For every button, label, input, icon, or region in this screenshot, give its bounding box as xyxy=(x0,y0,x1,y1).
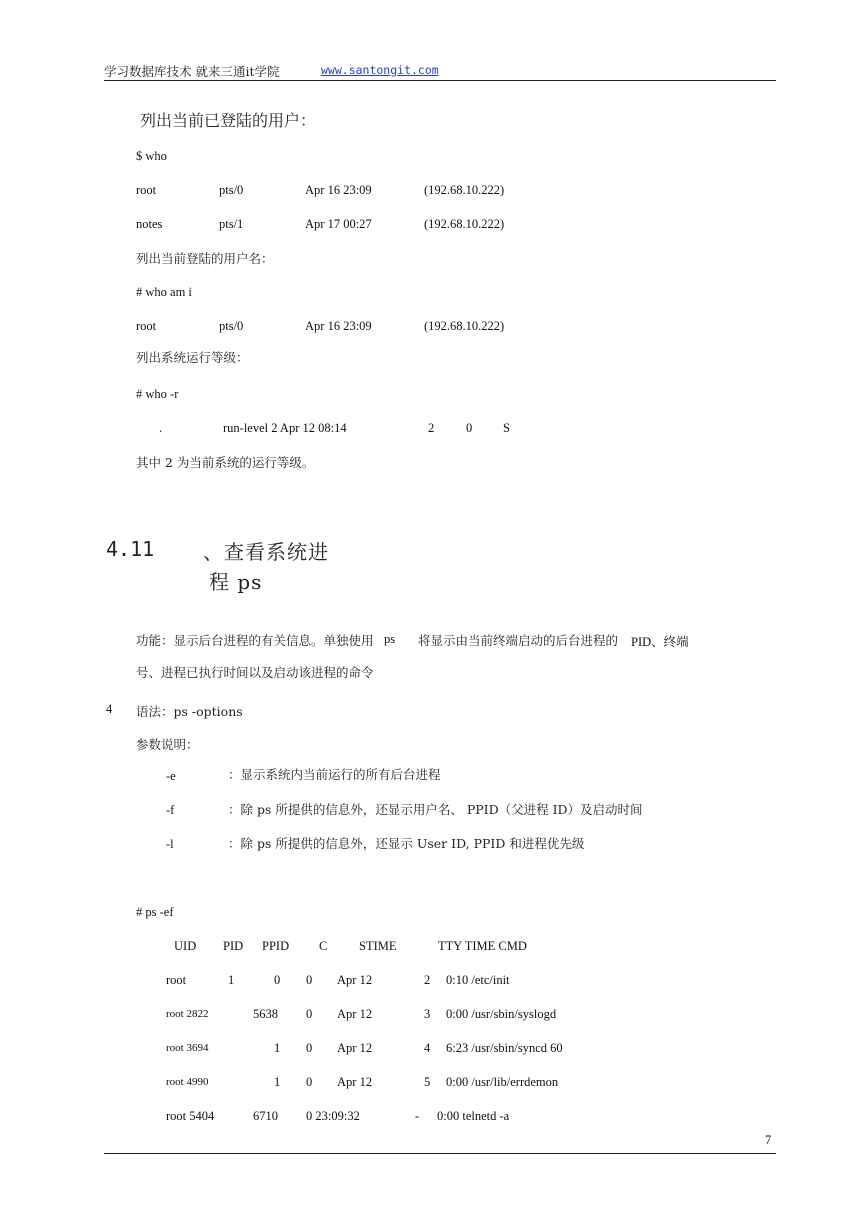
cell-cmd: 0:10 /etc/init xyxy=(446,973,510,987)
col-c: C xyxy=(319,939,328,953)
function-text-line2: 号、进程已执行时间以及启动该进程的命令 xyxy=(136,665,374,680)
who-heading: 列出当前已登陆的用户： xyxy=(140,111,317,130)
cell-uid: root 4990 xyxy=(166,1076,209,1088)
header-url-link[interactable]: www.santongit.com xyxy=(321,63,439,77)
who-tty: pts/1 xyxy=(219,217,244,231)
cell-c: 0 xyxy=(306,1075,313,1089)
syntax-text: 语法：ps -options xyxy=(136,704,243,719)
cell-ppid: 0 xyxy=(274,973,281,987)
cell-pid: 1 xyxy=(228,973,235,987)
col-uid: UID xyxy=(174,939,197,953)
option-desc: ：除 ps 所提供的信息外，还显示用户名、 PPID（父进程 ID）及启动时间 xyxy=(228,802,643,817)
function-ps: ps xyxy=(384,632,396,646)
header-title: 学习数据库技术 就来三通it学院 xyxy=(104,64,280,79)
syntax-number: 4 xyxy=(106,702,113,716)
runlevel-col2: 0 xyxy=(466,421,473,435)
cell-cmd: 0:00 /usr/lib/errdemon xyxy=(446,1075,559,1089)
runlevel-col3: S xyxy=(503,421,510,435)
cell-ppid: 1 xyxy=(274,1075,281,1089)
cell-uid: root 3694 xyxy=(166,1042,209,1054)
runlevel-command: # who -r xyxy=(136,387,179,401)
cell-stime: Apr 12 xyxy=(337,1075,373,1089)
col-pid: PID xyxy=(223,939,244,953)
option-flag: -l xyxy=(166,837,174,851)
cell-tty: 5 xyxy=(424,1075,431,1089)
ps-example-command: # ps -ef xyxy=(136,905,174,919)
cell-uid: root 2822 xyxy=(166,1008,209,1020)
params-heading: 参数说明： xyxy=(136,737,199,752)
whoami-command: # who am i xyxy=(136,285,192,299)
runlevel-dot: . xyxy=(159,421,163,435)
cell-stime: Apr 12 xyxy=(337,1007,373,1021)
section-title-line2: 程 ps xyxy=(209,570,263,594)
function-text-2: 将显示由当前终端启动的后台进程的 xyxy=(418,633,619,648)
option-flag: -e xyxy=(166,769,176,783)
option-desc: ：除 ps 所提供的信息外，还显示 User ID, PPID 和进程优先级 xyxy=(228,836,585,851)
section-number: 4.11 xyxy=(106,537,155,561)
whoami-tty: pts/0 xyxy=(219,319,244,333)
who-tty: pts/0 xyxy=(219,183,244,197)
who-time: Apr 16 23:09 xyxy=(305,183,372,197)
cell-stime: Apr 12 xyxy=(337,1041,373,1055)
runlevel-col1: 2 xyxy=(428,421,435,435)
runlevel-note: 其中 2 为当前系统的运行等级。 xyxy=(136,455,315,470)
cell-tty: 2 xyxy=(424,973,431,987)
header-rule xyxy=(104,80,776,81)
cell-cmd: 0:00 telnetd -a xyxy=(437,1109,510,1123)
cell-c: 0 xyxy=(306,1007,313,1021)
who-host: (192.68.10.222) xyxy=(424,217,505,231)
who-time: Apr 17 00:27 xyxy=(305,217,372,231)
footer-rule xyxy=(104,1153,776,1154)
cell-cmd: 6:23 /usr/sbin/syncd 60 xyxy=(446,1041,563,1055)
cell-ppid: 5638 xyxy=(253,1007,278,1021)
whoami-user: root xyxy=(136,319,157,333)
page-number: 7 xyxy=(765,1133,772,1147)
cell-c: 0 xyxy=(306,1041,313,1055)
cell-stime: Apr 12 xyxy=(337,973,373,987)
function-text: 功能：显示后台进程的有关信息。单独使用 xyxy=(136,633,374,648)
cell-ppid: 6710 xyxy=(253,1109,278,1123)
cell-uid: root xyxy=(166,973,187,987)
cell-c: 0 xyxy=(306,973,313,987)
col-ppid: PPID xyxy=(262,939,290,953)
function-text-3: PID、终端 xyxy=(631,635,689,649)
col-stime: STIME xyxy=(359,939,397,953)
col-tty-time-cmd: TTY TIME CMD xyxy=(438,939,527,953)
cell-c: 0 23:09:32 xyxy=(306,1109,360,1123)
who-user: root xyxy=(136,183,157,197)
cell-uid: root 5404 xyxy=(166,1109,215,1123)
runlevel-value: run-level 2 Apr 12 08:14 xyxy=(223,421,347,435)
cell-tty: - xyxy=(415,1109,420,1123)
cell-cmd: 0:00 /usr/sbin/syslogd xyxy=(446,1007,557,1021)
cell-tty: 4 xyxy=(424,1041,431,1055)
section-title-line1: 、查看系统进 xyxy=(203,540,329,564)
option-desc: ：显示系统内当前运行的所有后台进程 xyxy=(228,767,441,782)
whoami-heading: 列出当前登陆的用户名： xyxy=(136,251,274,266)
whoami-host: (192.68.10.222) xyxy=(424,319,505,333)
who-host: (192.68.10.222) xyxy=(424,183,505,197)
who-user: notes xyxy=(136,217,163,231)
runlevel-heading: 列出系统运行等级： xyxy=(136,350,249,365)
cell-tty: 3 xyxy=(424,1007,431,1021)
option-flag: -f xyxy=(166,803,175,817)
whoami-time: Apr 16 23:09 xyxy=(305,319,372,333)
who-command: $ who xyxy=(136,149,167,163)
cell-ppid: 1 xyxy=(274,1041,281,1055)
